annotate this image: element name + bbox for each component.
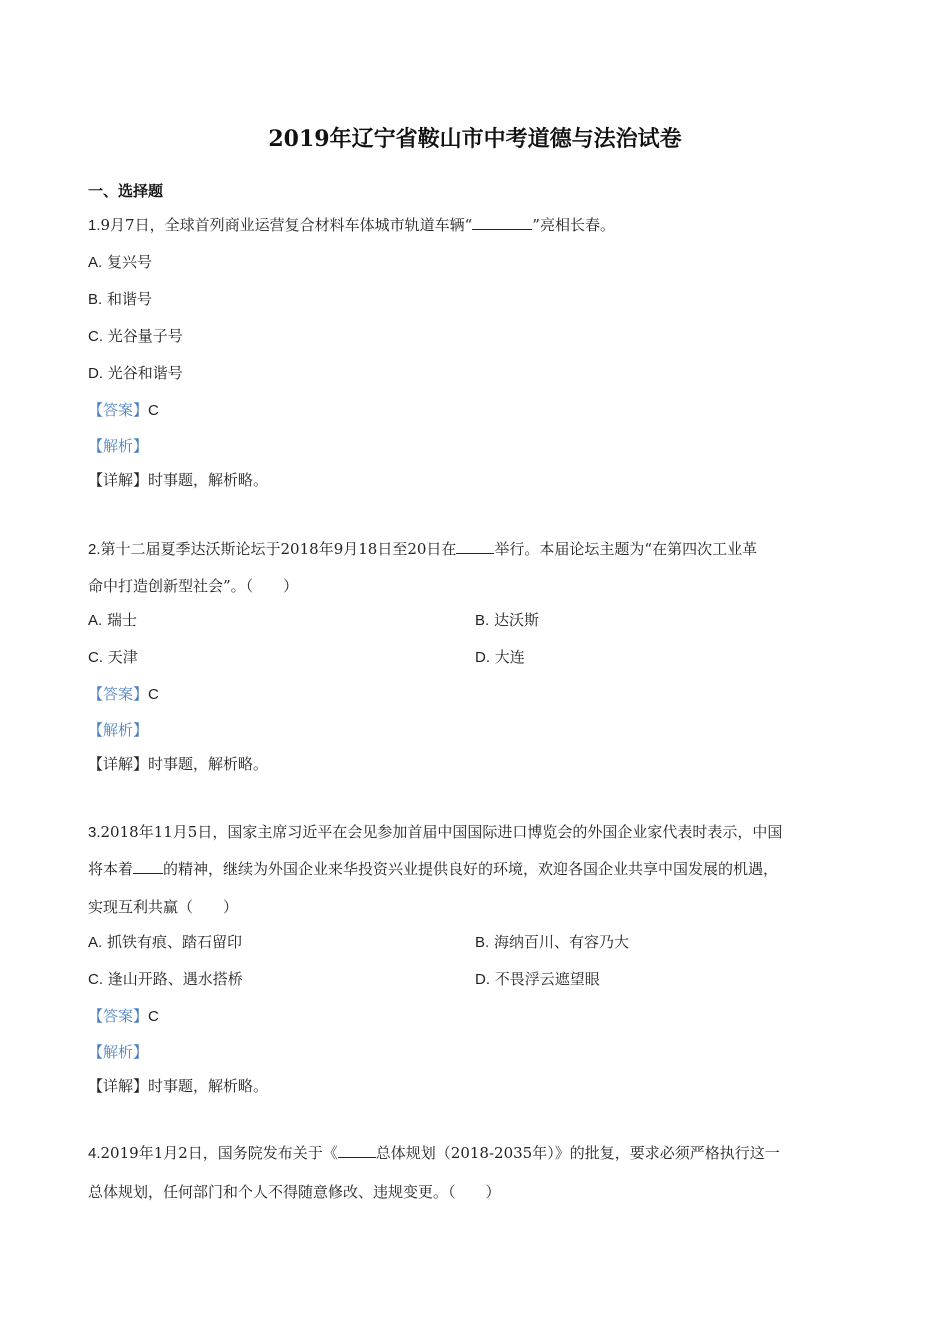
question-3-stem-line-2: 将本着 的精神，继续为外国企业来华投资兴业提供良好的环境，欢迎各国企业共享中国发展的机遇，: [88, 860, 779, 878]
answer-line: [88, 1005, 159, 1026]
option-b: B. 和谐号: [88, 290, 152, 308]
option-b: B. 达沃斯: [475, 611, 539, 629]
option-a: A. 抓铁有痕、踏石留印: [88, 933, 242, 951]
question-4-stem-line-2: 总体规划，任何部门和个人不得随意修改、违规变更。（ ）: [88, 1183, 501, 1201]
option-c: C. 天津: [88, 648, 138, 666]
analysis-label: 【解析】: [88, 437, 149, 455]
fill-blank: [472, 217, 532, 230]
question-1-stem: 1.9月7日，全球首列商业运营复合材料车体城市轨道车辆“ ”亮相长春。: [88, 216, 615, 234]
question-2-stem-line-2: 命中打造创新型社会”。（ ）: [88, 577, 299, 595]
option-d: D. 光谷和谐号: [88, 364, 183, 382]
analysis-label: 【解析】: [88, 721, 149, 739]
fill-blank: [456, 541, 494, 554]
option-d: D. 大连: [475, 648, 525, 666]
answer-value: C: [148, 686, 159, 703]
analysis-label: 【解析】: [88, 1043, 149, 1061]
answer-label: 【答案】: [88, 685, 149, 703]
fill-blank: [338, 1145, 376, 1158]
page-title: 2019年辽宁省鞍山市中考道德与法治试卷: [268, 126, 682, 152]
answer-value: C: [148, 1008, 159, 1025]
answer-label: 【答案】: [88, 401, 149, 419]
detail-line: 【详解】时事题，解析略。: [88, 755, 269, 773]
section-heading: 一、选择题: [88, 182, 164, 200]
option-d: D. 不畏浮云遮望眼: [475, 970, 600, 988]
option-b: B. 海纳百川、有容乃大: [475, 933, 629, 951]
question-number: 4.: [88, 1145, 101, 1162]
answer-line: [88, 399, 159, 420]
question-number: 2.: [88, 541, 101, 558]
question-2-stem-line-1: 2.第十二届夏季达沃斯论坛于2018年9月18日至20日在 举行。本届论坛主题为“在第四次工业革: [88, 540, 758, 558]
answer-line: [88, 683, 159, 704]
option-c: C. 逢山开路、遇水搭桥: [88, 970, 243, 988]
question-number: 3.: [88, 824, 101, 841]
answer-label: 【答案】: [88, 1007, 149, 1025]
fill-blank: [133, 861, 163, 874]
option-c: C. 光谷量子号: [88, 327, 183, 345]
option-a: A. 复兴号: [88, 253, 152, 271]
question-number: 1.: [88, 217, 101, 234]
question-4-stem-line-1: 4.2019年1月2日，国务院发布关于《 总体规划（2018-2035年）》的批复，要求必须严格执行这一: [88, 1144, 780, 1162]
detail-line: 【详解】时事题，解析略。: [88, 1077, 269, 1095]
question-3-stem-line-3: 实现互利共赢（ ）: [88, 898, 239, 916]
question-3-stem-line-1: 3.2018年11月5日，国家主席习近平在会见参加首届中国国际进口博览会的外国企业家代表时表示，中国: [88, 823, 783, 841]
detail-line: 【详解】时事题，解析略。: [88, 471, 269, 489]
option-a: A. 瑞士: [88, 611, 137, 629]
answer-value: C: [148, 402, 159, 419]
